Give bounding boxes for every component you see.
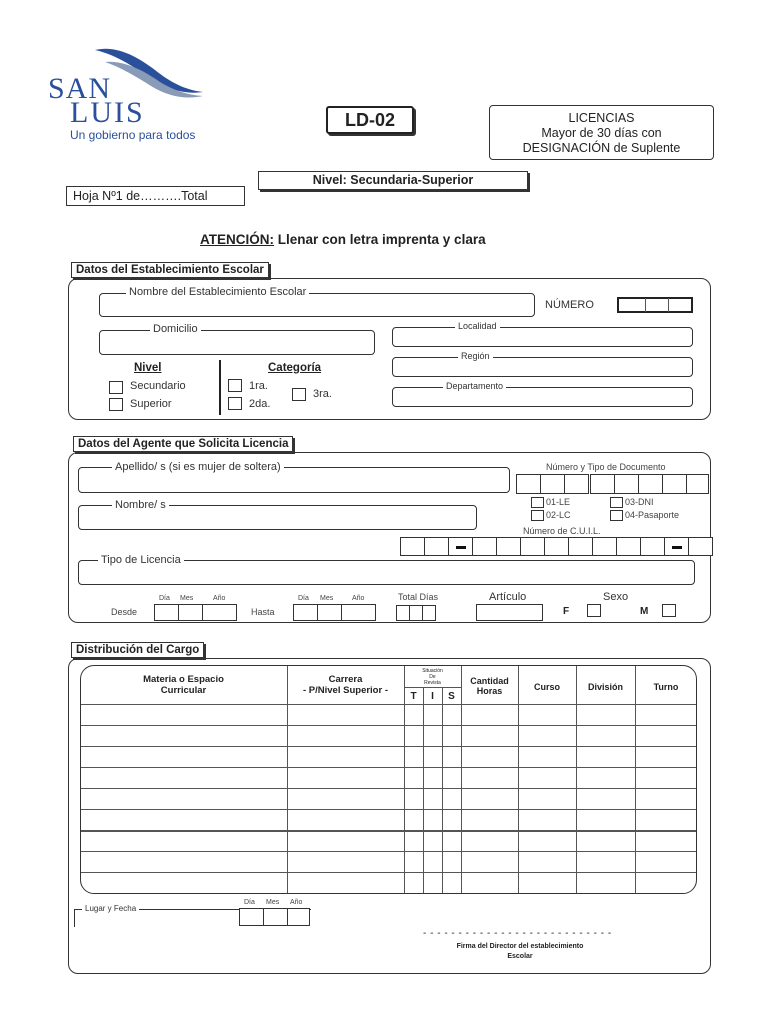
title-line2: Mayor de 30 días con (541, 126, 662, 140)
atencion-label: ATENCIÓN: (200, 232, 274, 247)
atencion-text: Llenar con letra imprenta y clara (274, 232, 486, 247)
firma-line1: Firma del Director del establecimiento (456, 943, 584, 950)
atencion (200, 232, 486, 247)
domicilio-field[interactable] (99, 330, 375, 355)
cat-1ra-label: 1ra. (249, 380, 268, 392)
col-curso-header: Curso (533, 682, 560, 692)
col-carrera-line2: - P/Nivel Superior - (303, 685, 388, 696)
hasta-mes-field[interactable] (317, 604, 342, 621)
doc-number-cell[interactable] (638, 474, 663, 494)
doc-number-cell[interactable] (516, 474, 541, 494)
sexo-m-label: M (640, 606, 649, 617)
sexo-label: Sexo (603, 591, 629, 603)
table-row[interactable] (81, 831, 696, 851)
numero-field[interactable] (617, 297, 693, 313)
region-field[interactable] (392, 357, 693, 377)
logo-line1: SAN (48, 72, 112, 105)
firma-line: - - - - - - - - - - - - - - - - - - - - - - - - - - - (423, 928, 612, 939)
nivel-label: Nivel (134, 362, 162, 374)
doc-02lc-label: 02-LC (546, 510, 571, 520)
cat-1ra-checkbox[interactable] (228, 379, 242, 392)
doc-number-cell[interactable] (564, 474, 589, 494)
cuil-dash-icon (456, 546, 466, 549)
table-row[interactable] (81, 852, 696, 872)
logo-line2: LUIS (70, 96, 145, 129)
lugar-mes-field[interactable] (263, 908, 288, 926)
firma-label (420, 942, 620, 962)
lugar-fecha-label: Lugar y Fecha (82, 904, 139, 913)
cuil-cell[interactable] (592, 537, 617, 556)
doc-01le-label: 01-LE (546, 497, 571, 507)
hasta-label: Hasta (251, 607, 275, 617)
domicilio-label: Domicilio (150, 323, 201, 335)
nombre-establecimiento-label: Nombre del Establecimiento Escolar (126, 286, 309, 298)
cuil-cell[interactable] (400, 537, 425, 556)
cuil-cell[interactable] (568, 537, 593, 556)
cuil-cell[interactable] (616, 537, 641, 556)
doc-03dni-label: 03-DNI (625, 497, 654, 507)
col-turno-header: Turno (653, 682, 679, 692)
doc-label: Número y Tipo de Documento (546, 462, 666, 472)
desde-anio-label: Año (213, 595, 226, 602)
col-materia-header (80, 674, 287, 696)
table-row[interactable] (81, 789, 696, 809)
table-row[interactable] (81, 726, 696, 746)
title-line3: DESIGNACIÓN de Suplente (522, 141, 681, 155)
cargo-title: Distribución del Cargo (71, 642, 204, 658)
cuil-cell[interactable] (544, 537, 569, 556)
hasta-dia-field[interactable] (293, 604, 318, 621)
cuil-cell[interactable] (688, 537, 713, 556)
cuil-label: Número de C.U.I.L. (523, 526, 601, 536)
col-materia-line1: Materia o Espacio (143, 674, 224, 685)
desde-anio-field[interactable] (202, 604, 237, 621)
firma-line2: Escolar (507, 953, 533, 960)
articulo-field[interactable] (476, 604, 543, 621)
hasta-anio-label: Año (352, 595, 365, 602)
table-row[interactable] (81, 705, 696, 725)
lugar-anio-label: Año (290, 899, 303, 906)
tipo-licencia-label: Tipo de Licencia (98, 554, 184, 566)
lugar-anio-field[interactable] (287, 908, 310, 926)
col-division-header: División (587, 682, 623, 692)
nivel-secundario-label: Secundario (130, 380, 186, 392)
title-line1: LICENCIAS (568, 111, 635, 125)
total-dias-field-2[interactable] (409, 605, 423, 621)
form-code: LD-02 (344, 110, 395, 130)
lugar-dia-field[interactable] (239, 908, 264, 926)
logo-tagline: Un gobierno para todos (70, 128, 196, 142)
hasta-anio-field[interactable] (341, 604, 376, 621)
cuil-cell[interactable] (472, 537, 497, 556)
articulo-label: Artículo (489, 591, 527, 603)
doc-number-cell[interactable] (614, 474, 639, 494)
col-situacion-line1: Situación (422, 668, 443, 674)
total-dias-field-1[interactable] (396, 605, 410, 621)
nivel-superior-checkbox[interactable] (109, 398, 123, 411)
nivel-divider (219, 360, 221, 415)
title-box (489, 105, 714, 160)
sexo-f-checkbox[interactable] (587, 604, 601, 617)
cat-2da-label: 2da. (249, 398, 271, 410)
cuil-cell[interactable] (640, 537, 665, 556)
table-row[interactable] (81, 810, 696, 830)
departamento-field[interactable] (392, 387, 693, 407)
doc-number-cell[interactable] (540, 474, 565, 494)
sexo-m-checkbox[interactable] (662, 604, 676, 617)
desde-mes-field[interactable] (178, 604, 203, 621)
col-cantidad-header (461, 676, 518, 696)
apellido-label: Apellido/ s (si es mujer de soltera) (112, 461, 284, 473)
cuil-cell[interactable] (424, 537, 449, 556)
col-s-header: S (448, 691, 455, 702)
agente-title: Datos del Agente que Solicita Licencia (73, 436, 293, 452)
col-carrera-line1: Carrera (328, 674, 363, 685)
cat-2da-checkbox[interactable] (228, 397, 242, 410)
col-carrera-header (287, 674, 404, 696)
hoja-box (66, 186, 245, 206)
cuil-cell[interactable] (496, 537, 521, 556)
doc-02lc-checkbox[interactable] (531, 510, 544, 521)
col-t-header: T (410, 691, 417, 702)
col-materia-line2: Curricular (160, 685, 207, 696)
doc-number-cell[interactable] (662, 474, 687, 494)
doc-04pasaporte-label: 04-Pasaporte (625, 510, 680, 520)
numero-label: NÚMERO (542, 299, 597, 311)
desde-mes-label: Mes (180, 595, 194, 602)
doc-03dni-checkbox[interactable] (610, 497, 623, 508)
nombre-label: Nombre/ s (112, 499, 169, 511)
table-row[interactable] (81, 768, 696, 788)
nivel-header-text: Nivel: Secundaria-Superior (312, 173, 474, 187)
departamento-label: Departamento (443, 381, 506, 391)
desde-dia-label: Día (159, 595, 170, 602)
col-cantidad-line1: Cantidad (470, 676, 509, 686)
total-dias-label: Total Días (398, 592, 439, 602)
cuil-cell[interactable] (664, 537, 689, 556)
table-row[interactable] (81, 873, 696, 893)
hasta-dia-label: Día (298, 595, 309, 602)
nivel-header (258, 171, 528, 190)
doc-04pasaporte-checkbox[interactable] (610, 510, 623, 521)
hasta-mes-label: Mes (320, 595, 334, 602)
doc-number-cell[interactable] (686, 474, 709, 494)
cat-3ra-label: 3ra. (313, 388, 332, 400)
sexo-f-label: F (563, 606, 570, 617)
col-i-header: I (431, 691, 434, 702)
doc-01le-checkbox[interactable] (531, 497, 544, 508)
cat-3ra-checkbox[interactable] (292, 388, 306, 401)
categoria-label: Categoría (268, 362, 322, 374)
localidad-label: Localidad (455, 321, 500, 331)
total-dias-field-3[interactable] (422, 605, 436, 621)
col-situacion-line3: Revista (424, 680, 441, 686)
col-situacion-header (404, 668, 461, 686)
region-label: Región (458, 351, 493, 361)
localidad-field[interactable] (392, 327, 693, 347)
lugar-mes-label: Mes (266, 899, 280, 906)
cuil-dash-icon (672, 546, 682, 549)
table-row[interactable] (81, 747, 696, 767)
lugar-dia-label: Día (244, 899, 255, 906)
hoja-text: Hoja Nº1 de……….Total (73, 189, 208, 203)
doc-number-cell[interactable] (590, 474, 615, 494)
establecimiento-title: Datos del Establecimiento Escolar (71, 262, 269, 278)
col-situacion-line2: De (429, 674, 436, 680)
desde-dia-field[interactable] (154, 604, 179, 621)
desde-label: Desde (111, 607, 138, 617)
cuil-cell[interactable] (520, 537, 545, 556)
cuil-cell[interactable] (448, 537, 473, 556)
form-code-box (326, 106, 414, 134)
san-luis-logo-swoosh (95, 40, 205, 100)
col-cantidad-line2: Horas (476, 686, 503, 696)
nivel-secundario-checkbox[interactable] (109, 381, 123, 394)
nivel-superior-label: Superior (130, 398, 172, 410)
